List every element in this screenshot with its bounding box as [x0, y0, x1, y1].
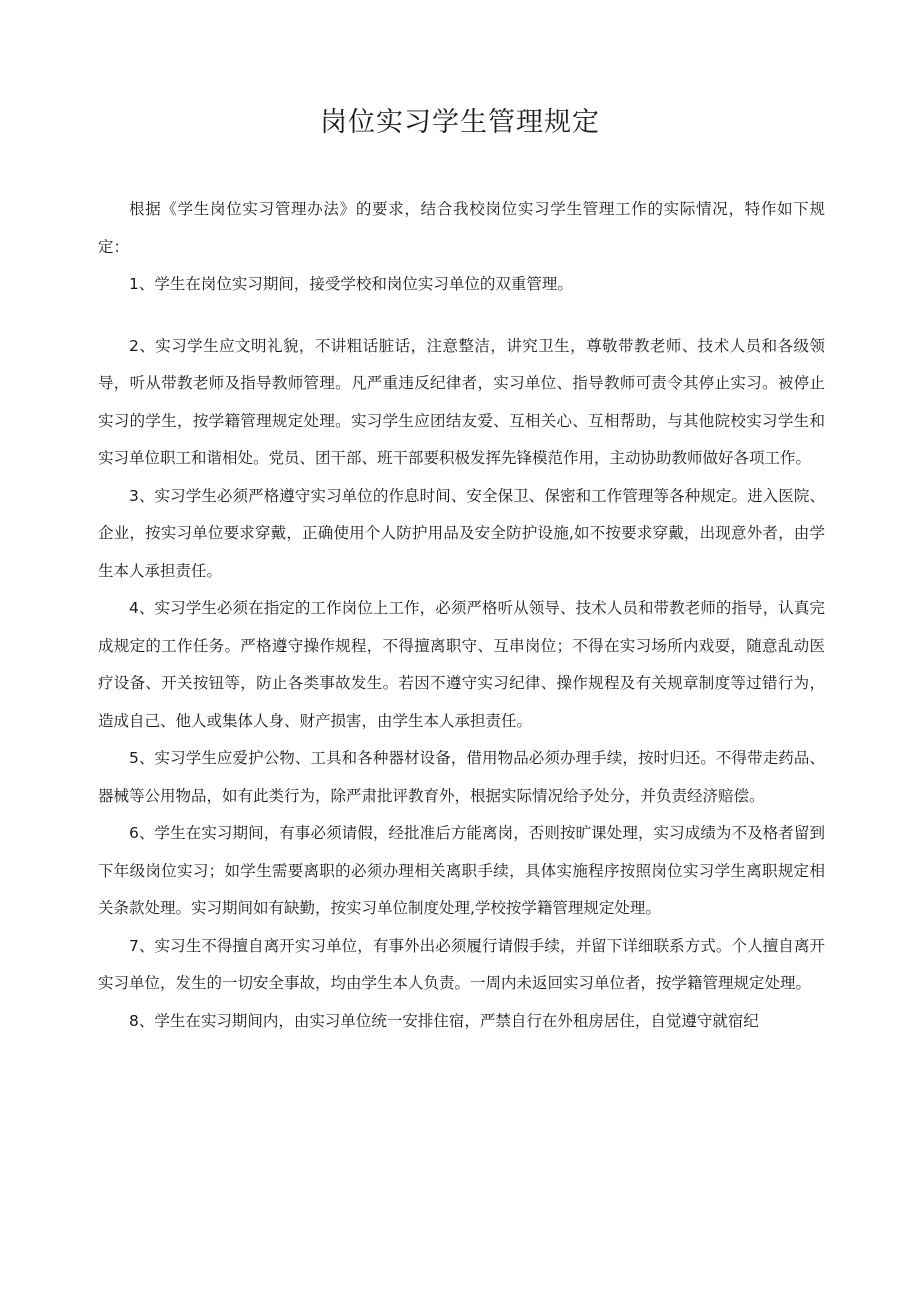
paragraph-8: 8、学生在实习期间内，由实习单位统一安排住宿，严禁自行在外租房居住，自觉遵守就宿纪	[129, 1011, 759, 1030]
document-title: 岗位实习学生管理规定	[320, 107, 600, 138]
paragraph-3: 3、实习学生必须严格遵守实习单位的作息时间、安全保卫、保密和工作管理等各种规定。进入医院、企业，按实习单位要求穿戴，正确使用个人防护用品及安全防护设施,如不按要求穿戴，出现意外者，由学生本人承担责任。	[98, 486, 825, 580]
paragraph-1: 1、学生在岗位实习期间，接受学校和岗位实习单位的双重管理。	[129, 275, 573, 293]
paragraph-4: 4、实习学生必须在指定的工作岗位上工作，必须严格听从领导、技术人员和带教老师的指导，认真完成规定的工作任务。严格遵守操作规程，不得擅离职守、互串岗位；不得在实习场所内戏耍，随意乱动医疗设备、开关按钮等，防止各类事故发生。若因不遵守实习纪律、操作规程及有关规章制度等过错行为，造成自己、他人或集体人身、财产损害，由学生本人承担责任。	[98, 599, 825, 730]
paragraph-intro: 根据《学生岗位实习管理办法》的要求，结合我校岗位实习学生管理工作的实际情况，特作如下规定：	[98, 200, 825, 256]
document-body	[98, 191, 825, 1040]
paragraph-6: 6、学生在实习期间，有事必须请假，经批准后方能离岗，否则按旷课处理，实习成绩为不及格者留到下年级岗位实习；如学生需要离职的必须办理相关离职手续，具体实施程序按照岗位实习学生离职规定相关条款处理。实习期间如有缺勤，按实习单位制度处理,学校按学籍管理规定处理。	[98, 824, 825, 917]
paragraph-5: 5、实习学生应爱护公物、工具和各种器材设备，借用物品必须办理手续，按时归还。不得带走药品、器械等公用物品，如有此类行为，除严肃批评教育外，根据实际情况给予处分，并负责经济赔偿。	[98, 749, 825, 805]
paragraph-7: 7、实习生不得擅自离开实习单位，有事外出必须履行请假手续，并留下详细联系方式。个人擅自离开实习单位，发生的一切安全事故，均由学生本人负责。一周内未返回实习单位者，按学籍管理规定处理。	[98, 936, 825, 992]
paragraph-2: 2、实习学生应文明礼貌，不讲粗话脏话，注意整洁，讲究卫生，尊敬带教老师、技术人员和各级领导，听从带教老师及指导教师管理。凡严重违反纪律者，实习单位、指导教师可责令其停止实习。被停止实习的学生，按学籍管理规定处理。实习学生应团结友爱、互相关心、互相帮助，与其他院校实习学生和实习单位职工和谐相处。党员、团干部、班干部要积极发挥先锋模范作用，主动协助教师做好各项工作。	[98, 336, 825, 467]
